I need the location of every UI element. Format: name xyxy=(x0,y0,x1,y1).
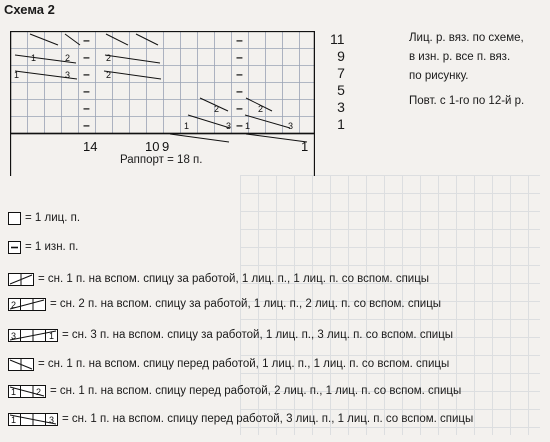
stitch-number: 10 xyxy=(145,139,160,154)
legend-text: = сн. 1 п. на вспом. спицу перед работой, 3 лиц. п., 1 лиц. п. со вспом. спицы xyxy=(62,413,474,425)
row-number: 3 xyxy=(337,99,345,115)
legend-row xyxy=(8,382,461,400)
legend-text: = сн. 1 п. на вспом. спицу перед работой, 1 лиц. п., 1 лиц. п. со вспом. спицы xyxy=(38,358,450,370)
side-note-line: Лиц. р. вяз. по схеме, xyxy=(409,32,524,44)
svg-text:1: 1 xyxy=(11,414,17,425)
side-note-line: в изн. р. все п. вяз. xyxy=(409,51,511,63)
cable-number: 2 xyxy=(106,70,112,80)
cross-front-1-2-icon xyxy=(8,385,46,398)
svg-text:1: 1 xyxy=(11,386,17,397)
stitch-number-row xyxy=(83,139,308,154)
cable-number: 3 xyxy=(288,121,294,131)
cable-number: 1 xyxy=(184,121,190,131)
cross-back-3-1-icon xyxy=(8,329,58,342)
cable-number: 1 xyxy=(14,70,20,80)
legend-text: = сн. 2 п. на вспом. спицу за работой, 1 лиц. п., 2 лиц. п. со вспом. спицы xyxy=(50,298,442,310)
cable-line xyxy=(188,115,230,128)
cable-number: 2 xyxy=(106,53,112,63)
purl-mark: – xyxy=(236,33,243,47)
repeat-label: Раппорт = 18 п. xyxy=(120,154,203,166)
stitch-number: 9 xyxy=(162,139,170,154)
row-number: 5 xyxy=(337,82,345,98)
knit-box-icon xyxy=(8,212,21,225)
purl-mark: – xyxy=(83,84,90,98)
cable-number: 3 xyxy=(226,121,232,131)
purl-mark: – xyxy=(236,67,243,81)
cable-number: 3 xyxy=(65,70,71,80)
cross-front-1-3-icon xyxy=(8,413,58,426)
legend-text: = сн. 1 п. на вспом. спицу перед работой, 2 лиц. п., 1 лиц. п. со вспом. спицы xyxy=(50,385,462,397)
purl-mark: – xyxy=(83,67,90,81)
page-title: Схема 2 xyxy=(4,2,55,17)
svg-text:1: 1 xyxy=(49,330,55,341)
purl-mark: – xyxy=(236,118,243,132)
legend-text: = сн. 1 п. на вспом. спицу за работой, 1 лиц. п., 1 лиц. п. со вспом. спицы xyxy=(38,273,430,285)
cable-crosses xyxy=(15,34,307,142)
legend-row xyxy=(8,326,453,344)
cable-number: 2 xyxy=(214,104,220,114)
purl-mark: – xyxy=(83,101,90,115)
row-number: 7 xyxy=(337,65,345,81)
purl-mark: – xyxy=(83,118,90,132)
side-note-line: Повт. с 1-го по 12-й р. xyxy=(409,95,525,107)
cable-line xyxy=(105,55,160,63)
legend-row xyxy=(8,209,80,227)
purl-box-icon xyxy=(8,241,21,254)
svg-text:3: 3 xyxy=(49,414,55,425)
cable-line xyxy=(65,34,80,45)
cable-line xyxy=(245,115,290,128)
purl-mark: – xyxy=(236,84,243,98)
purl-mark: – xyxy=(236,101,243,115)
legend-text: = 1 изн. п. xyxy=(25,241,79,253)
cable-number: 1 xyxy=(245,121,251,131)
row-number: 11 xyxy=(330,31,345,47)
row-number: 1 xyxy=(337,116,345,132)
cross-back-2-1-icon xyxy=(8,298,46,311)
cable-line xyxy=(30,34,58,45)
legend-row xyxy=(8,295,441,313)
cable-number: 2 xyxy=(258,104,264,114)
legend-text: = 1 лиц. п. xyxy=(25,212,81,224)
cable-line xyxy=(246,134,307,142)
cable-line xyxy=(136,34,158,45)
cable-numbers xyxy=(14,53,293,131)
purl-mark: – xyxy=(83,50,90,64)
cable-number: 2 xyxy=(65,53,71,63)
legend-text: = сн. 3 п. на вспом. спицу за работой, 1 лиц. п., 3 лиц. п. со вспом. спицы xyxy=(62,329,454,341)
purl-mark: – xyxy=(83,33,90,47)
legend-row xyxy=(8,355,449,373)
row-number: 9 xyxy=(337,48,345,64)
svg-text:2: 2 xyxy=(36,386,42,397)
cross-front-1-1-icon xyxy=(8,358,34,371)
purl-mark: – xyxy=(236,50,243,64)
cable-number: 1 xyxy=(31,53,37,63)
cross-back-1-1-icon xyxy=(8,273,34,286)
chart-grid xyxy=(10,31,315,134)
svg-text:2: 2 xyxy=(11,299,17,310)
cable-line xyxy=(106,34,128,45)
legend-row xyxy=(8,238,78,256)
side-note-line: по рисунку. xyxy=(409,70,469,82)
stitch-number: 1 xyxy=(301,139,309,154)
svg-text:3: 3 xyxy=(11,330,17,341)
legend-row xyxy=(8,410,473,428)
stitch-number: 14 xyxy=(83,139,98,154)
cable-line xyxy=(170,134,229,142)
legend-row xyxy=(8,270,429,288)
